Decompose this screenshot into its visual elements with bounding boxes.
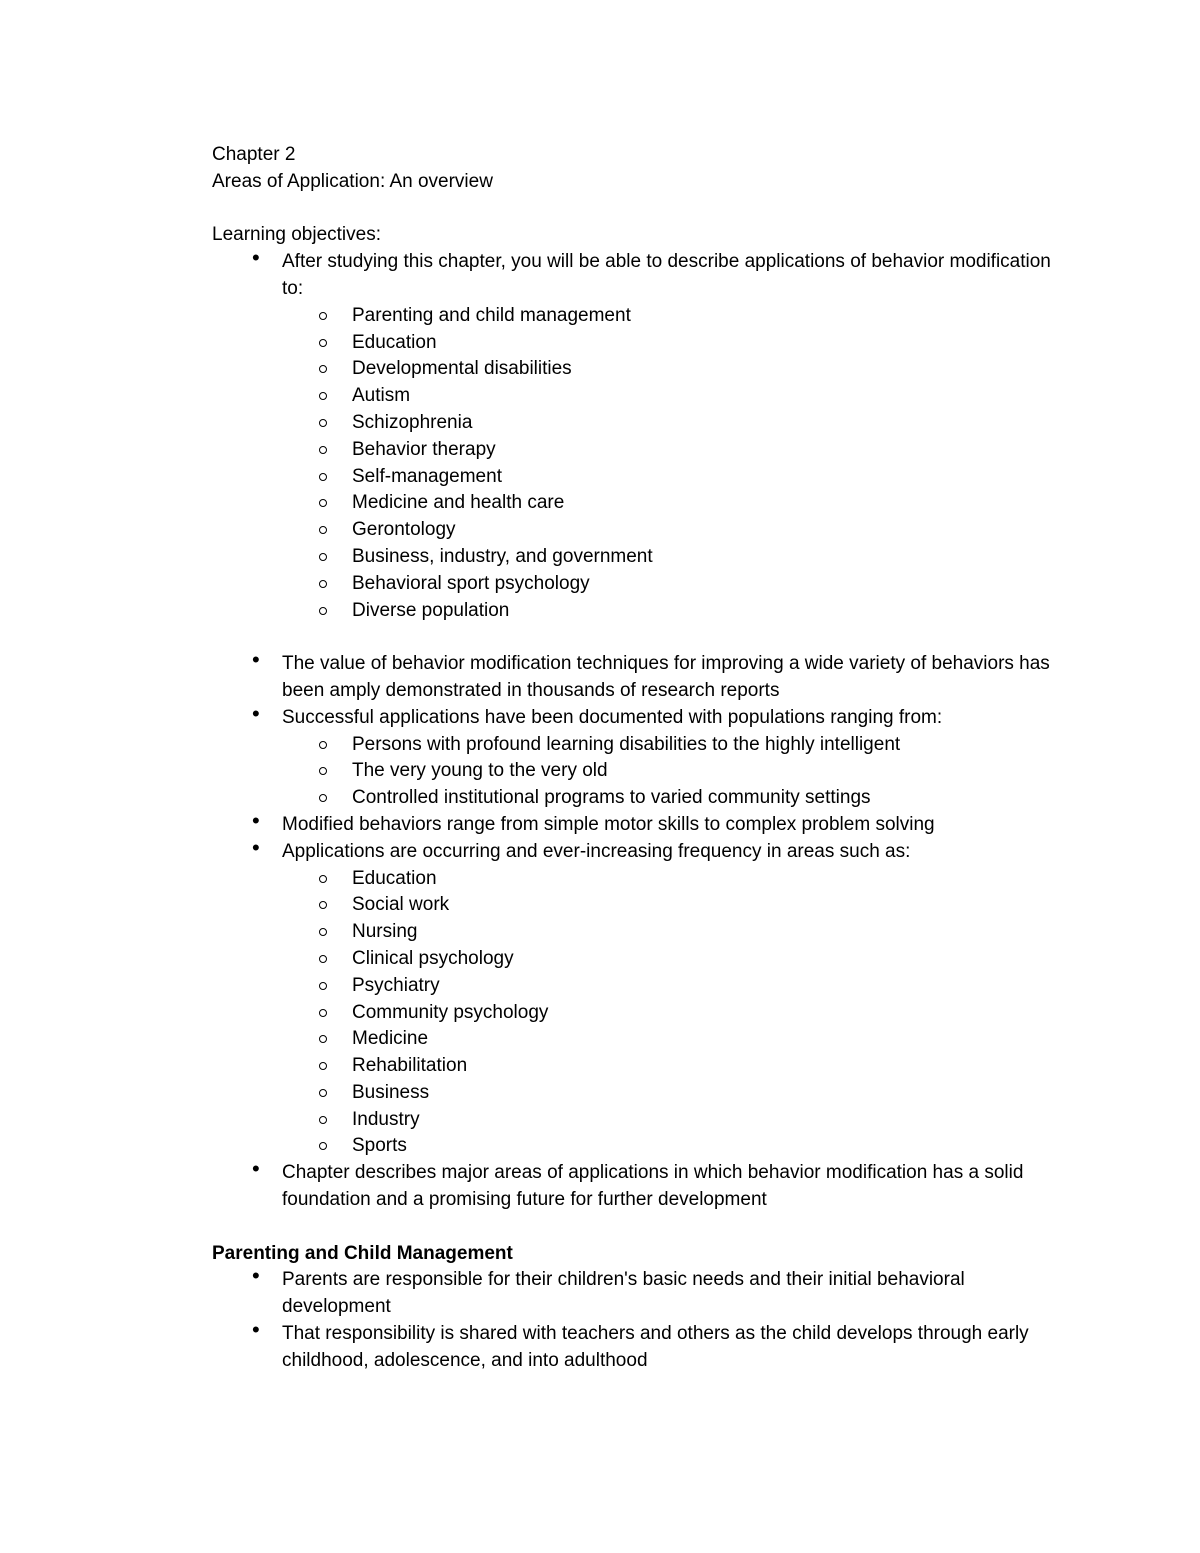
list-item: Sports [352, 1133, 1072, 1160]
circle-bullet-icon [319, 365, 327, 373]
areas-sublist [282, 866, 1072, 1161]
circle-bullet-icon [319, 982, 327, 990]
list-item [252, 647, 1072, 705]
objectives-list [212, 245, 1072, 624]
section-heading: Parenting and Child Management [212, 1242, 513, 1264]
circle-bullet-icon [319, 607, 327, 615]
circle-bullet-icon [319, 499, 327, 507]
list-item: Clinical psychology [352, 946, 1072, 973]
list-item: Education [352, 866, 1072, 893]
value-point: The value of behavior modification techniques for improving a wide variety of behaviors has been amply demonstrated in thousands of research reports [282, 653, 1050, 701]
circle-bullet-icon [319, 1009, 327, 1017]
circle-bullet-icon [319, 875, 327, 883]
bullet-icon: • [252, 1263, 260, 1289]
circle-bullet-icon [319, 1116, 327, 1124]
bullet-icon: • [252, 647, 260, 673]
modified-point: Modified behaviors range from simple motor skills to complex problem solving [282, 813, 935, 835]
list-item: Nursing [352, 919, 1072, 946]
list-item: Medicine and health care [352, 490, 1072, 517]
areas-intro: Applications are occurring and ever-increasing frequency in areas such as: [282, 840, 911, 862]
list-item: Developmental disabilities [352, 356, 1072, 383]
section-list [212, 1263, 1072, 1374]
objectives-sublist [282, 303, 1072, 625]
list-item: Psychiatry [352, 973, 1072, 1000]
list-item [252, 807, 1072, 839]
list-item [252, 700, 1072, 812]
document-page [212, 142, 1072, 1375]
list-item: • That responsibility is shared with teachers and others as the child develops through early childhood, adolescence, and into adulthood [252, 1317, 1029, 1371]
bullet-icon: • [252, 834, 260, 860]
populations-sublist [282, 732, 1072, 812]
circle-bullet-icon [319, 392, 327, 400]
bullet-icon: • [252, 1156, 260, 1182]
circle-bullet-icon [319, 312, 327, 320]
chapter-describes-point: Chapter describes major areas of applications in which behavior modification has a solid foundation and a promising future for further development [282, 1162, 1024, 1211]
list-item: Behavior therapy [352, 437, 1072, 464]
list-item: Social work [352, 892, 1072, 919]
circle-bullet-icon [319, 794, 327, 802]
list-item: Rehabilitation [352, 1053, 1072, 1080]
list-item: Behavioral sport psychology [352, 571, 1072, 598]
circle-bullet-icon [319, 580, 327, 588]
list-item: Business [352, 1080, 1072, 1107]
circle-bullet-icon [319, 901, 327, 909]
chapter-title: Areas of Application: An overview [212, 170, 493, 192]
list-item [252, 245, 1072, 624]
circle-bullet-icon [319, 955, 327, 963]
circle-bullet-icon [319, 741, 327, 749]
bullet-icon: • [252, 245, 260, 271]
list-item: Industry [352, 1107, 1072, 1134]
circle-bullet-icon [319, 1089, 327, 1097]
list-item: Diverse population [352, 598, 1072, 625]
circle-bullet-icon [319, 767, 327, 775]
list-item: Business, industry, and government [352, 544, 1072, 571]
list-item: Controlled institutional programs to varied community settings [352, 785, 1072, 812]
list-item: Autism [352, 383, 1072, 410]
list-item: Schizophrenia [352, 410, 1072, 437]
bullet-icon: • [252, 1317, 260, 1343]
list-item: Gerontology [352, 517, 1072, 544]
circle-bullet-icon [319, 1035, 327, 1043]
chapter-number: Chapter 2 [212, 144, 296, 165]
list-item [252, 834, 1072, 1161]
list-item: Parenting and child management [352, 303, 1072, 330]
list-item: Medicine [352, 1026, 1072, 1053]
circle-bullet-icon [319, 553, 327, 561]
list-item: Community psychology [352, 1000, 1072, 1027]
list-item: • Parents are responsible for their children's basic needs and their initial behavioral development [252, 1263, 965, 1318]
circle-bullet-icon [319, 1142, 327, 1150]
list-item: The very young to the very old [352, 758, 1072, 785]
circle-bullet-icon [319, 446, 327, 454]
list-item: Education [352, 330, 1072, 357]
circle-bullet-icon [319, 473, 327, 481]
circle-bullet-icon [319, 339, 327, 347]
circle-bullet-icon [319, 526, 327, 534]
circle-bullet-icon [319, 928, 327, 936]
list-item: Self-management [352, 464, 1072, 491]
populations-intro: Successful applications have been documented with populations ranging from: [282, 706, 943, 728]
circle-bullet-icon [319, 1062, 327, 1070]
list-item: Persons with profound learning disabilities to the highly intelligent [352, 732, 1072, 759]
points-list [212, 647, 1072, 1214]
bullet-icon: • [252, 700, 260, 726]
objectives-intro: After studying this chapter, you will be able to describe applications of behavior modification to: [282, 251, 1051, 299]
list-item [252, 1156, 1072, 1214]
circle-bullet-icon [319, 419, 327, 427]
objectives-label: Learning objectives: [212, 224, 381, 246]
bullet-icon: • [252, 807, 260, 833]
